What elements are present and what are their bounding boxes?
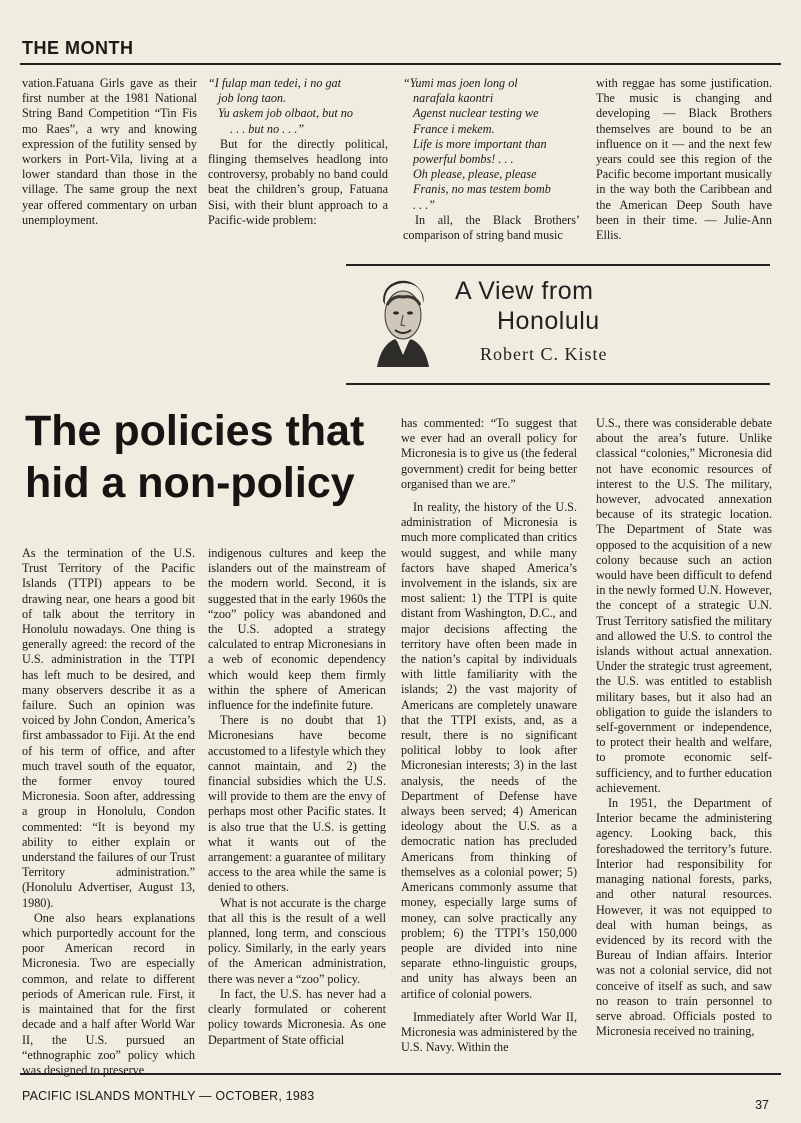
verse-line: powerful bombs! . . .	[413, 152, 514, 167]
article-headline: The policies that hid a non-policy	[25, 407, 365, 507]
paragraph: indigenous cultures and keep the islanders out of the mainstream of the modern world. Second, it is suggested that in the early 1960s the “zoo” policy was abandoned and the U.S. adopted a strategy calculated to entrap Micronesians in a web of economic dependency which would keep them firmly within the sphere of American influence for the indefinite future.	[208, 546, 386, 713]
paragraph: In reality, the history of the U.S. administration of Micronesia is much more complicated than critics would suggest, and while many factors have shaped America’s involvement in the islands, six are most salient: 1) the TTPI is quite distant from Washington, D.C., and major decisions affecting the territory have often been made in the nation’s capital by individuals with little familiarity with the islands; 2) the vast majority of Americans are completely unaware that the TTPI exists, and, as a result, there is no significant political lobby to look after Micronesian interests; 3) in the last analysis, the needs of the Department of Defense have always been served; 4) American ideology about the U.S. as a democratic nation has precluded Americans from thinking of themselves as a colonial power; 5) Americans commonly assume that money, especially large sums of money, can solve practically any problem; 6) the TTPI’s 150,000 people are divided into nine separate ethno-linguistic groups, and unity has always been an artifice of colonial powers.	[401, 500, 577, 1001]
bottom-rule	[20, 1073, 781, 1075]
verse-line: “I fulap man tedei, i no gat	[208, 76, 342, 90]
article-column-4	[596, 416, 772, 1039]
top-col3-text: In all, the Black Brothers’ comparison of string band music	[403, 212, 580, 243]
paragraph: One also hears explanations which purportedly account for the poor American record in Micronesia. Two are especially common, and relate to different periods of American rule. First, it is maintained that for the first decade and a half after World War II, the U.S. pursued an “ethnographic zoo” policy which was designed to preserve	[22, 910, 195, 1077]
footer-publication: PACIFIC ISLANDS MONTHLY — OCTOBER, 1983	[22, 1089, 315, 1103]
verse-line: “Yumi mas joen long ol	[403, 76, 518, 90]
article-column-1	[22, 546, 195, 1078]
paragraph: In fact, the U.S. has never had a clearly formulated or coherent policy towards Micronesia. As one Department of State official	[208, 986, 386, 1047]
column-title-line1: A View from	[455, 277, 594, 305]
paragraph: What is not accurate is the charge that all this is the result of a well planned, long term, and conscious policy. Similarly, in the early years of the American administration, there was never a “zoo” policy.	[208, 895, 386, 986]
top-column-2	[208, 76, 388, 228]
top-col4-text: with reggae has some justification. The music is changing and developing — Black Brothers themselves are bound to be an influence on it — and the next few years could see this region of the Pacific become important musically in the way both the Caribbean and the American Deep South have been in their time. — Julie-Ann Ellis.	[596, 76, 772, 243]
author-portrait	[363, 275, 443, 367]
paragraph: Immediately after World War II, Micronesia was administered by the U.S. Navy. Within the	[401, 1009, 577, 1055]
section-header: THE MONTH	[22, 38, 134, 58]
verse-line: France i mekem.	[413, 121, 495, 136]
top-col3-verse	[403, 76, 580, 213]
top-col2-verse	[208, 76, 388, 137]
top-column-4	[596, 76, 772, 243]
verse-line: . . .”	[413, 197, 436, 212]
verse-line: Oh please, please, please	[413, 167, 537, 182]
top-column-1	[22, 76, 197, 228]
verse-line: narafala kaontri	[413, 91, 494, 106]
verse-line: job long taon.	[218, 91, 287, 106]
verse-line: . . . but no . . .”	[230, 121, 305, 136]
paragraph: U.S., there was considerable debate about the area’s future. Unlike classical “colonies,” Micronesia did not have economic resources of interest to the U.S. The military, however, advocated annexation because of its strategic location. The Department of State was opposed to the acquisition of a new colony because such an action would have been difficult to defend in the newly formed U.N. However, the concept of a strategic U.N. Trust Territory satisfied the military and allowed the U.S. to control the islands without actual annexation. Under the strategic trust agreement, the U.S. was entitled to establish military bases, but it also had an obligation to guide the islanders to self-government or independence, to protect their health and welfare, to promote economic self-sufficiency, and to further education achievement.	[596, 416, 772, 795]
top-col1-text: vation.Fatuana Girls gave as their first number at the 1981 National String Band Competition “Tin Fis mo Raes”, a wry and knowing expression of the futility sensed by workers in Port-Vila, living at a lower standard than those in the village. The same group the next year offered commentary on urban unemployment.	[22, 76, 197, 227]
top-col2-text: But for the directly political, flinging themselves headlong into controversy, probably no band could beat the children’s group, Fatuana Sisi, with their blunt approach to a Pacific-wide problem:	[208, 136, 388, 227]
top-rule	[20, 63, 781, 65]
verse-line: Agenst nuclear testing we	[413, 106, 539, 121]
column-title-line2: Honolulu	[497, 307, 600, 335]
top-column-3	[403, 76, 580, 243]
column-title	[455, 276, 600, 336]
band-rule-top	[346, 264, 770, 266]
author-name: Robert C. Kiste	[480, 344, 608, 364]
paragraph: As the termination of the U.S. Trust Territory of the Pacific Islands (TTPI) appears to be drawing near, one hears a good bit of talk about the territory in Honolulu nowadays. One thing is generally agreed: the record of the U.S. administration in the TTPI has left much to be desired, and many observers describe it as a failure. Such an opinion was voiced by John Condon, America’s first ambassador to Fiji. At the end of his term of office, and after much travel south of the equator, the former envoy toured Micronesia. Soon after, addressing a group in Honolulu, Condon commented: “It is beyond my ability to either explain or understand the failures of our Trust Territory administration.” (Honolulu Advertiser, August 13, 1980).	[22, 546, 195, 910]
article-column-2	[208, 546, 386, 1048]
paragraph: has commented: “To suggest that we ever had an overall policy for Micronesia is to give us (the federal government) credit for being better organised than we are.”	[401, 416, 577, 491]
paragraph: There is no doubt that 1) Micronesians have become accustomed to a lifestyle which they cannot maintain, and 2) the financial subsidies which the U.S. will provide to them are the envy of perhaps most other Pacific states. It is also true that the U.S. is getting what it wants out of the arrangement: a guarantee of military access to the area while the same is denied to others.	[208, 713, 386, 895]
article-column-3	[401, 416, 577, 1055]
page-number: 37	[755, 1098, 769, 1112]
verse-line: Yu askem job olbaot, but no	[218, 106, 353, 121]
verse-line: Life is more important than	[413, 136, 547, 151]
verse-line: Franis, no mas testem bomb	[413, 182, 551, 197]
band-rule-bottom	[346, 383, 770, 385]
paragraph: In 1951, the Department of Interior became the administering agency. Looking back, this foreshadowed the territory’s future. Interior had responsibility for managing national forests, parks, and other natural resources. However, it was not equipped to deal with human beings, as evidenced by its record with the Bureau of Indian affairs. Interior was not a colonial service, did not conceive of itself as such, and saw no reason to train personnel to serve abroad. Officials posted to Micronesia received no training,	[596, 796, 772, 1039]
